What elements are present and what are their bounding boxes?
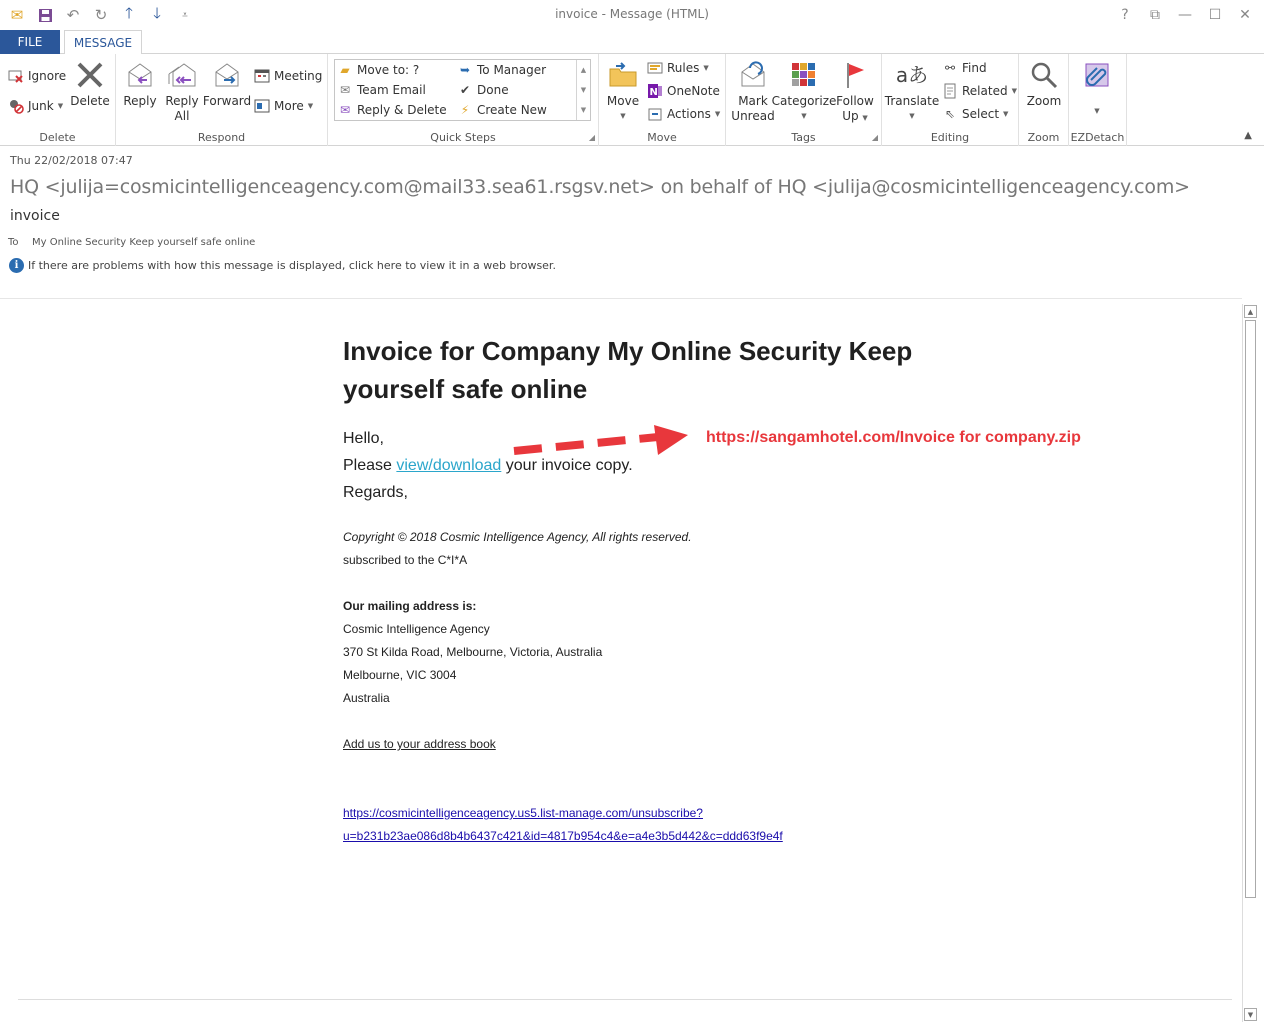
email-title: Invoice for Company My Online Security Keep yourself safe online (343, 336, 913, 404)
paperclip-icon (1080, 58, 1114, 92)
gallery-scrollbar[interactable] (576, 60, 590, 120)
chevron-down-icon: ▼ (57, 102, 64, 110)
quickstep-create-new[interactable]: ⚡ Create New (457, 100, 547, 120)
reply-button[interactable]: Reply (122, 58, 158, 109)
message-body (0, 298, 1242, 1033)
address-line: 370 St Kilda Road, Melbourne, Victoria, Australia (343, 645, 603, 659)
unsubscribe-link[interactable]: https://cosmicintelligenceagency.us5.list-manage.com/unsubscribe? (343, 806, 703, 820)
ribbon-tabs (0, 30, 1264, 54)
forward-button[interactable]: Forward (204, 58, 250, 109)
chevron-down-icon[interactable]: ▼ (580, 86, 587, 94)
invoice-line: Please view/download your invoice copy. (343, 457, 633, 474)
more-button[interactable]: More ▼ (254, 96, 313, 116)
onenote-button[interactable]: N OneNote (647, 81, 720, 101)
address-line: Melbourne, VIC 3004 (343, 668, 457, 682)
forward-arrow-icon: ➥ (459, 63, 471, 77)
flag-icon (838, 58, 872, 92)
ignore-button[interactable]: Ignore (8, 66, 66, 86)
ribbon-display-options-icon[interactable]: ⧉ (1150, 7, 1160, 23)
editing-group: aあ Translate ▼ ⚯ Find Related ▼ ⇖ Select ▼ Editing (882, 54, 1019, 146)
help-icon[interactable]: ? (1121, 7, 1129, 23)
dialog-launcher-icon[interactable]: ◢ (588, 133, 595, 142)
info-bar[interactable] (9, 258, 556, 273)
junk-button[interactable]: Junk ▼ (8, 96, 63, 116)
delete-group: Ignore Junk ▼ Delete Delete (0, 54, 116, 146)
next-item-icon[interactable]: 🡓 (153, 3, 161, 22)
quick-steps-gallery (334, 59, 591, 121)
move-button[interactable]: Move ▼ (605, 58, 641, 124)
chevron-down-icon: ▼ (909, 112, 915, 120)
dialog-launcher-icon[interactable]: ◢ (871, 133, 878, 142)
binoculars-icon: ⚯ (944, 61, 956, 75)
lightning-icon: ⚡ (460, 103, 470, 117)
find-button[interactable]: ⚯ Find (942, 58, 987, 78)
address-line: Australia (343, 691, 390, 705)
title-bar (0, 0, 1264, 30)
quickstep-to-manager[interactable]: ➥ To Manager (457, 60, 546, 80)
reply-icon (123, 58, 157, 92)
recipient[interactable]: My Online Security Keep yourself safe online (32, 237, 256, 248)
subject: invoice (10, 208, 60, 224)
meeting-button[interactable]: Meeting (254, 66, 322, 86)
mark-unread-button[interactable]: Mark Unread (732, 58, 774, 124)
unsubscribe-link[interactable]: u=b231b23ae086d8b4b6437c421&id=4817b954c4&e=a4e3b5d442&c=ddd63f9e4f (343, 829, 783, 843)
rules-icon (647, 60, 663, 76)
related-icon (942, 83, 958, 99)
quickstep-reply-delete[interactable]: ✉ Reply & Delete (337, 100, 447, 120)
scroll-up-icon[interactable]: ▲ (1244, 305, 1257, 318)
mailing-heading: Our mailing address is: (343, 599, 477, 613)
quickstep-done[interactable]: ✔ Done (457, 80, 509, 100)
customize-qat-icon[interactable]: ⩡ (182, 9, 188, 21)
rules-button[interactable]: Rules ▼ (647, 58, 709, 78)
previous-item-icon[interactable]: 🡑 (125, 3, 133, 22)
onenote-icon (647, 83, 663, 99)
info-icon: i (9, 258, 24, 273)
ezdetach-group: ▼ EZDetach (1069, 54, 1127, 146)
undo-icon[interactable]: ↶ (66, 6, 80, 24)
quick-steps-group: ▰ Move to: ? ✉ Team Email ✉ Reply & Delete ➥ To Manager ✔ Done ⚡ Create New ▲ ▼ ▼ ◢ Quick Steps (328, 54, 599, 146)
close-icon[interactable]: ✕ (1239, 7, 1251, 23)
greeting: Hello, (343, 430, 384, 447)
reply-all-icon (165, 58, 199, 92)
translate-icon: aあ (895, 62, 929, 87)
view-download-link[interactable]: view/download (396, 457, 502, 474)
chevron-up-icon[interactable]: ▲ (580, 66, 587, 74)
tab-message[interactable]: MESSAGE (64, 30, 142, 55)
checkmark-icon: ✔ (459, 83, 471, 97)
chevron-down-icon: ▼ (1003, 110, 1009, 118)
info-bar-text: If there are problems with how this message is displayed, click here to view it in a web browser. (28, 259, 556, 272)
cursor-icon: ⇖ (944, 107, 956, 121)
ignore-icon (8, 68, 24, 84)
actions-icon (647, 106, 663, 122)
reply-delete-icon: ✉ (339, 103, 351, 117)
related-button[interactable]: Related ▼ (942, 81, 1017, 101)
mark-unread-icon (736, 58, 770, 92)
signoff: Regards, (343, 484, 408, 501)
chevron-down-icon: ▼ (703, 64, 709, 72)
copyright: Copyright © 2018 Cosmic Intelligence Agency, All rights reserved. (343, 530, 692, 544)
ribbon (0, 54, 1264, 146)
quickstep-move-to[interactable]: ▰ Move to: ? (337, 60, 419, 80)
collapse-ribbon-icon[interactable]: ▲ (1244, 130, 1252, 141)
folder-icon: ▰ (340, 63, 350, 77)
chevron-down-icon: ▼ (620, 112, 626, 120)
window-title: invoice - Message (HTML) (555, 7, 709, 21)
sender[interactable]: HQ <julija=cosmicintelligenceagency.com@mail33.sea61.rsgsv.net> on behalf of HQ <julija@cosmicintelligenceagency.com> (10, 176, 1190, 198)
translate-button[interactable]: aあ Translate ▼ (886, 58, 938, 124)
magnifier-icon (1027, 58, 1061, 92)
subscribed-note: subscribed to the C*I*A (343, 553, 468, 567)
scroll-down-icon[interactable]: ▼ (1244, 1008, 1257, 1021)
minimize-icon[interactable]: — (1178, 7, 1192, 23)
meeting-icon (254, 68, 270, 84)
chevron-down-icon: ▼ (801, 112, 807, 120)
vertical-scrollbar[interactable] (1242, 304, 1258, 1022)
delete-button[interactable]: Delete (70, 58, 110, 109)
zoom-group: Zoom Zoom (1019, 54, 1069, 146)
annotation-url: https://sangamhotel.com/Invoice for company.zip (706, 429, 1081, 446)
chevron-down-icon: ▼ (1094, 107, 1100, 115)
follow-up-button[interactable]: Follow Up ▼ (834, 58, 876, 126)
reply-all-button[interactable]: Reply All (162, 58, 202, 124)
chevron-down-icon: ▼ (1011, 87, 1017, 95)
categorize-icon (787, 58, 821, 92)
quickstep-team-email[interactable]: ✉ Team Email (337, 80, 426, 100)
delete-icon (73, 58, 107, 92)
select-button[interactable]: ⇖ Select ▼ (942, 104, 1008, 124)
window-controls (1112, 3, 1258, 27)
categorize-button[interactable]: Categorize ▼ (774, 58, 834, 124)
tags-group: Mark Unread Categorize ▼ Follow Up ▼ ◢ Tags (726, 54, 882, 146)
ezdetach-button[interactable] (1077, 58, 1117, 119)
svg-text:N: N (649, 87, 658, 98)
tab-file[interactable]: FILE (0, 30, 60, 54)
actions-button[interactable]: Actions ▼ (647, 104, 720, 124)
address-line: Cosmic Intelligence Agency (343, 622, 490, 636)
forward-icon (210, 58, 244, 92)
to-label: To (8, 237, 19, 248)
chevron-down-icon: ▼ (714, 110, 721, 118)
move-folder-icon (606, 58, 640, 92)
chevron-down-icon: ▼ (862, 114, 868, 122)
expand-gallery-icon[interactable]: ▼ (580, 106, 587, 114)
more-icon (254, 98, 270, 114)
address-book-link[interactable]: Add us to your address book (343, 737, 496, 751)
scroll-thumb[interactable] (1245, 320, 1256, 898)
chevron-down-icon: ▼ (307, 102, 314, 110)
annotation-arrow-icon (508, 421, 692, 461)
redo-icon[interactable]: ↻ (94, 6, 108, 24)
mail-icon[interactable]: ✉ (10, 6, 24, 24)
email-icon: ✉ (339, 83, 351, 97)
move-group: Move ▼ Rules ▼ N OneNote Actions ▼ Move (599, 54, 726, 146)
respond-group: Reply Reply All Forward Meeting More ▼ Respond (116, 54, 328, 146)
divider (18, 999, 1232, 1000)
maximize-icon[interactable]: ☐ (1208, 7, 1222, 23)
zoom-button[interactable]: Zoom (1023, 58, 1065, 109)
junk-icon (8, 98, 24, 114)
sent-date: Thu 22/02/2018 07:47 (10, 154, 133, 167)
